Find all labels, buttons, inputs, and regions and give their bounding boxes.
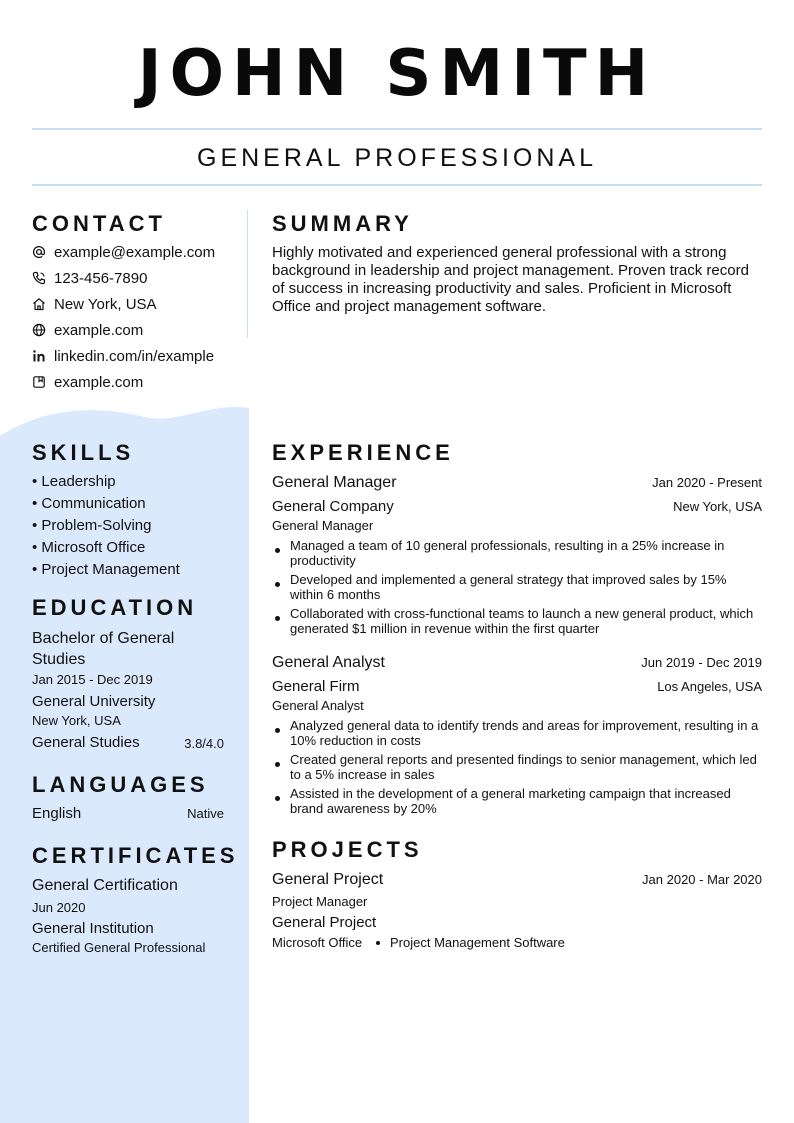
contact-linkedin-text: linkedin.com/in/example <box>54 347 215 365</box>
experience-heading: EXPERIENCE <box>272 440 454 465</box>
job-location: New York, USA <box>673 499 762 514</box>
job-bullet: Analyzed general data to identify trends and areas for improvement, resulting in a 10% reduction in costs <box>290 718 759 748</box>
education-heading: EDUCATION <box>32 595 198 620</box>
certificate-date: Jun 2020 <box>32 900 86 915</box>
job-dates: Jan 2020 - Present <box>652 475 762 490</box>
job-company: General Firm <box>272 678 360 695</box>
language-level: Native <box>187 806 224 821</box>
project-role: Project Manager <box>272 894 368 909</box>
job-role: General Analyst <box>272 698 364 713</box>
summary-heading: SUMMARY <box>272 211 413 236</box>
project-tool: Microsoft Office <box>272 935 363 950</box>
contact-location <box>32 294 157 314</box>
education-dates: Jan 2015 - Dec 2019 <box>32 672 153 687</box>
job-role: General Manager <box>272 518 374 533</box>
bullet-dot <box>275 728 280 733</box>
skill-item: • Leadership <box>32 473 116 490</box>
projects-heading: PROJECTS <box>272 837 423 862</box>
skill-item: • Microsoft Office <box>32 539 146 556</box>
certificate-name: General Certification <box>32 877 178 894</box>
bullet-dot <box>275 548 280 553</box>
contact-email-text: example@example.com <box>54 243 216 261</box>
portfolio-icon <box>32 375 46 389</box>
job-title: General Analyst <box>272 654 385 671</box>
certificate-subtitle: Certified General Professional <box>32 940 206 955</box>
job-bullet: Managed a team of 10 general professionals, resulting in a 25% increase in productivity <box>290 538 725 568</box>
contact-email[interactable] <box>32 242 215 262</box>
skill-item: • Project Management <box>32 561 180 578</box>
header-rule-bottom <box>32 184 762 186</box>
job-location: Los Angeles, USA <box>657 679 762 694</box>
job-bullet: Assisted in the development of a general marketing campaign that increased brand awareness by 20% <box>290 786 731 816</box>
certificate-institution: General Institution <box>32 920 154 937</box>
linkedin-icon <box>32 349 46 363</box>
candidate-name: JOHN SMITH <box>137 37 657 111</box>
contact-portfolio-text: example.com <box>54 373 144 391</box>
at-icon <box>32 245 46 259</box>
education-field: General Studies <box>32 734 140 751</box>
education-gpa: 3.8/4.0 <box>184 736 224 751</box>
skill-item: • Communication <box>32 495 146 512</box>
contact-location-text: New York, USA <box>54 295 157 313</box>
education-location: New York, USA <box>32 713 121 728</box>
contact-portfolio[interactable] <box>32 372 143 392</box>
job-bullet: Created general reports and presented findings to senior management, which led to a 5% increase in sales <box>290 752 757 782</box>
contact-website-text: example.com <box>54 321 144 339</box>
bullet-dot <box>275 616 280 621</box>
tool-separator-dot <box>376 941 380 945</box>
job-title: GENERAL PROFESSIONAL <box>197 144 597 172</box>
certificates-heading: CERTIFICATES <box>32 843 239 868</box>
project-subtitle: General Project <box>272 914 377 931</box>
project-title: General Project <box>272 871 384 888</box>
job-bullet: Collaborated with cross-functional teams to launch a new general product, which generated $1 million in revenue within the first quarter <box>290 606 754 636</box>
skill-item: • Problem-Solving <box>32 517 152 534</box>
bullet-dot <box>275 796 280 801</box>
summary-text: Highly motivated and experienced general professional with a strong background in leadership and project management. Proven track record of success in increasing productivity and sales. Proficient in Microsoft Office and project management software. <box>272 244 749 315</box>
contact-phone[interactable] <box>32 268 147 288</box>
job-bullet: Developed and implemented a general strategy that improved sales by 15% within 6 months <box>290 572 727 602</box>
skills-heading: SKILLS <box>32 440 135 465</box>
globe-icon <box>32 323 46 337</box>
project-dates: Jan 2020 - Mar 2020 <box>642 872 762 887</box>
column-divider <box>247 210 248 338</box>
home-icon <box>32 297 46 311</box>
project-tool: Project Management Software <box>390 935 565 950</box>
bullet-dot <box>275 762 280 767</box>
education-school: General University <box>32 693 156 710</box>
phone-icon <box>32 271 46 285</box>
job-company: General Company <box>272 498 394 515</box>
contact-phone-text: 123-456-7890 <box>54 269 148 287</box>
language-name: English <box>32 805 82 822</box>
education-degree: Bachelor of General Studies <box>32 630 175 668</box>
contact-website[interactable] <box>32 320 143 340</box>
job-dates: Jun 2019 - Dec 2019 <box>641 655 762 670</box>
contact-linkedin[interactable] <box>32 346 214 366</box>
bullet-dot <box>275 582 280 587</box>
languages-heading: LANGUAGES <box>32 772 209 797</box>
contact-heading: CONTACT <box>32 211 166 236</box>
job-title: General Manager <box>272 474 397 491</box>
header-rule-top <box>32 128 762 130</box>
